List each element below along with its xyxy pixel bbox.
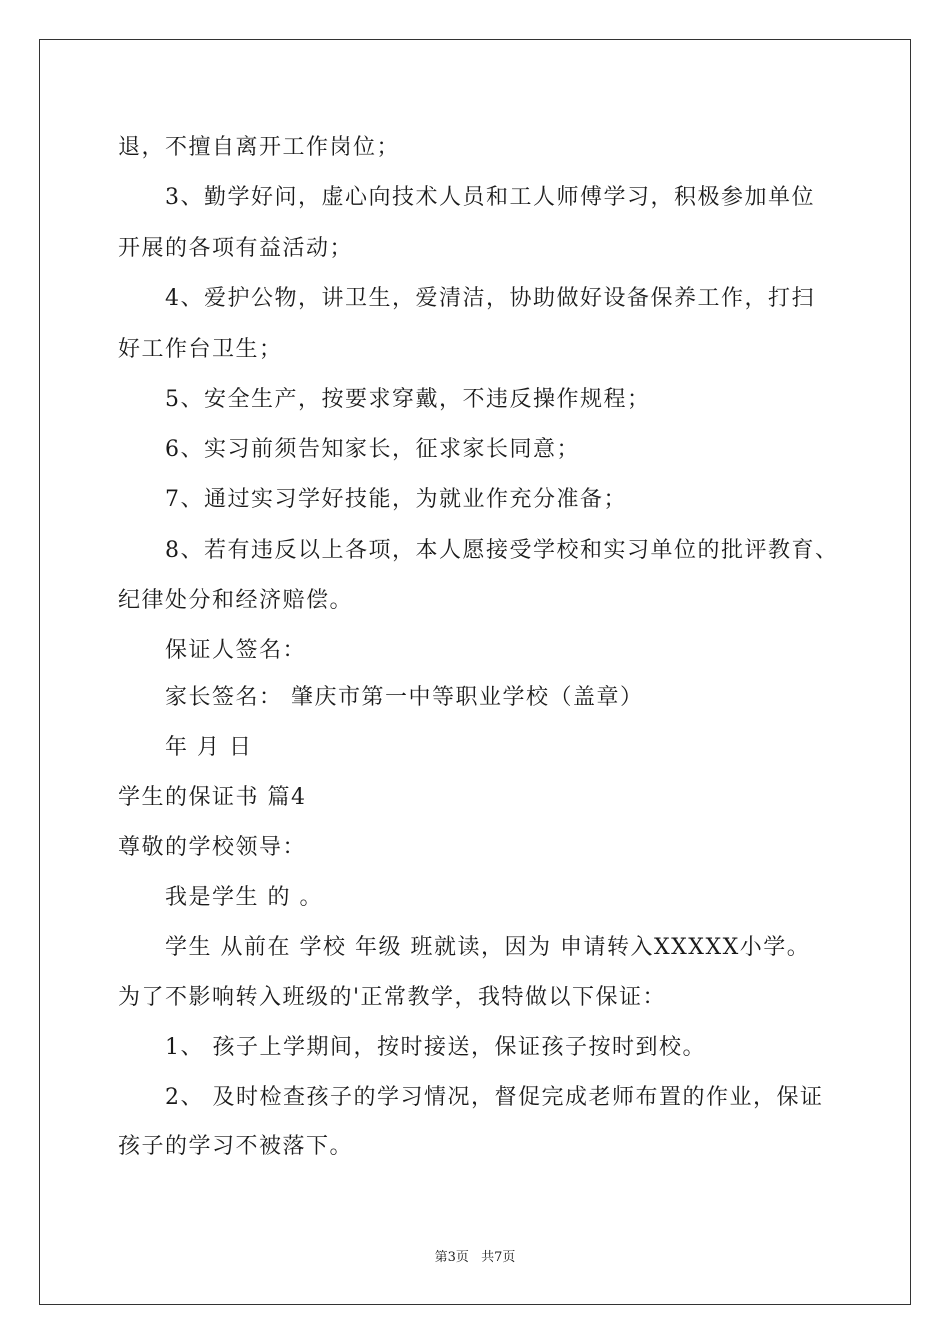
text-line: 孩子的学习不被落下。 <box>118 1134 354 1159</box>
page-footer <box>0 1250 950 1266</box>
page-border <box>39 39 911 1305</box>
text-line: 尊敬的学校领导： <box>118 835 307 860</box>
text-line: 8、若有违反以上各项，本人愿接受学校和实习单位的批评教育、 <box>165 538 839 563</box>
text-line: 2、 及时检查孩子的学习情况，督促完成老师布置的作业，保证 <box>165 1085 824 1110</box>
text-line: 3、勤学好问，虚心向技术人员和工人师傅学习，积极参加单位 <box>165 185 815 210</box>
text-line: 1、 孩子上学期间，按时接送，保证孩子按时到校。 <box>165 1035 706 1060</box>
text-line: 年 月 日 <box>165 735 253 760</box>
text-line: 学生 从前在 学校 年级 班就读，因为 申请转入XXXXX小学。 <box>165 935 811 960</box>
text-line: 好工作台卫生； <box>118 337 283 362</box>
text-line: 5、安全生产，按要求穿戴，不违反操作规程； <box>165 387 651 412</box>
total-pages: 共7页 <box>481 1250 516 1265</box>
text-line: 保证人签名： <box>165 638 307 663</box>
text-line: 我是学生 的 。 <box>165 885 323 910</box>
text-line: 4、爱护公物，讲卫生，爱清洁，协助做好设备保养工作，打扫 <box>165 286 815 311</box>
text-line: 退，不擅自离开工作岗位； <box>118 135 401 160</box>
current-page: 第3页 <box>434 1250 469 1265</box>
text-line: 6、实习前须告知家长，征求家长同意； <box>165 437 580 462</box>
text-line: 家长签名： 肇庆市第一中等职业学校（盖章） <box>165 685 644 710</box>
text-line: 7、通过实习学好技能，为就业作充分准备； <box>165 487 627 512</box>
text-line: 为了不影响转入班级的'正常教学，我特做以下保证： <box>118 985 667 1010</box>
text-line: 开展的各项有益活动； <box>118 236 354 261</box>
text-line: 纪律处分和经济赔偿。 <box>118 588 354 613</box>
section-heading: 学生的保证书 篇4 <box>118 785 307 810</box>
